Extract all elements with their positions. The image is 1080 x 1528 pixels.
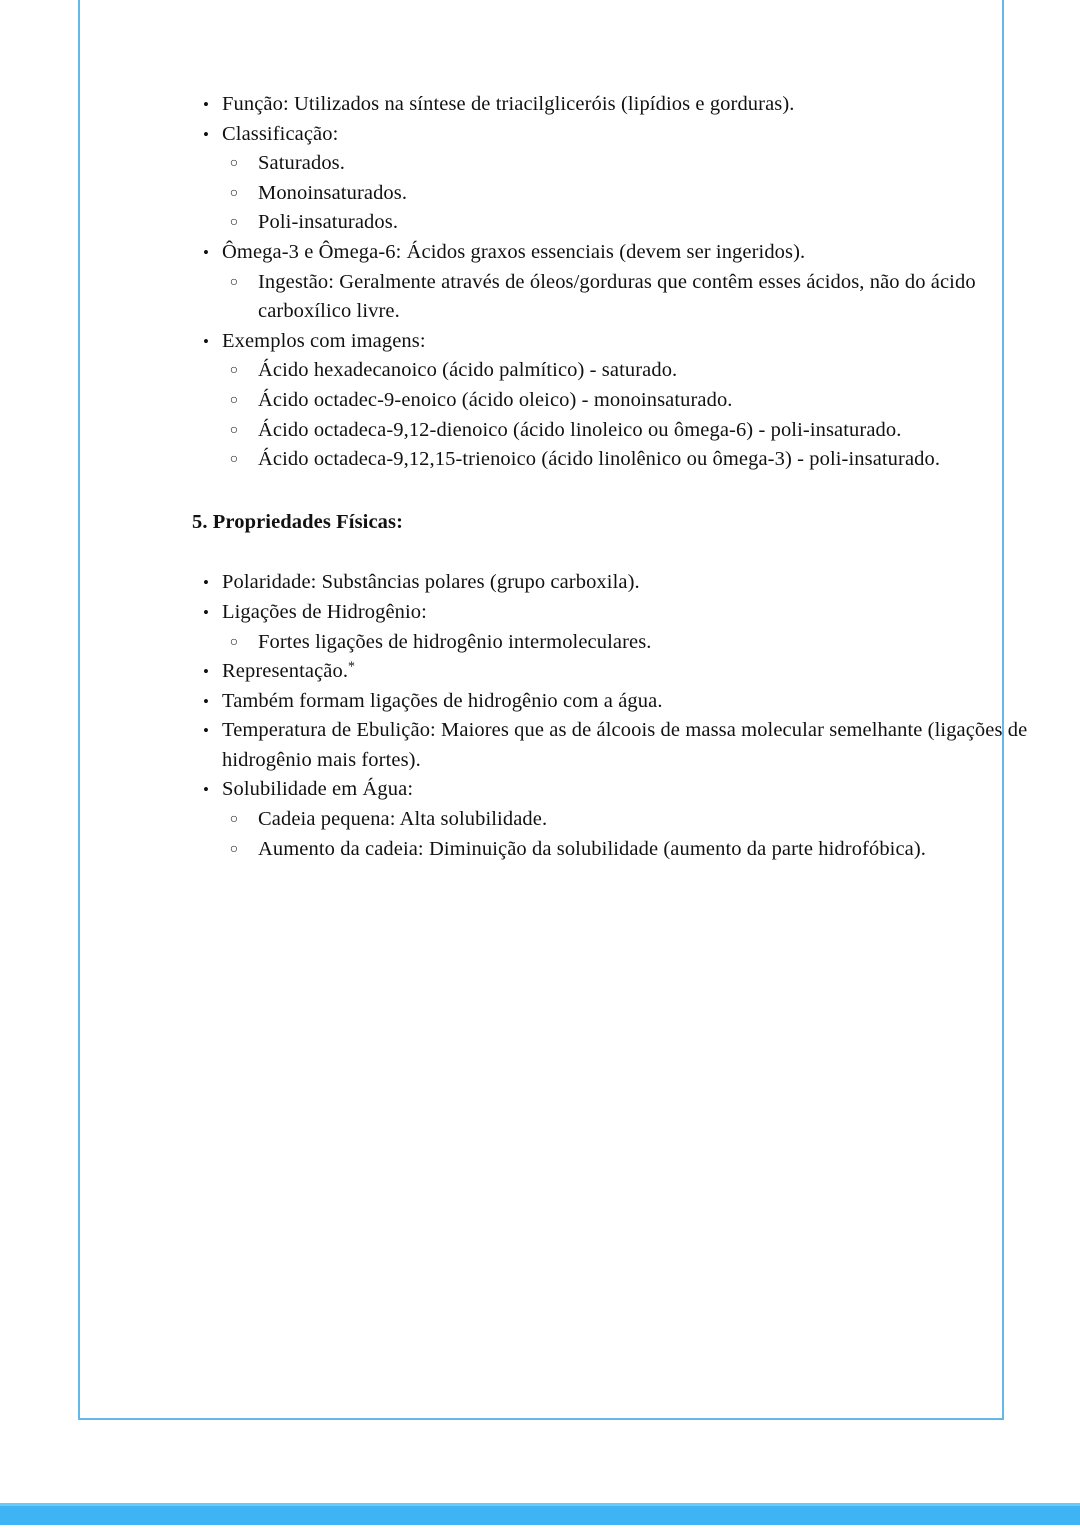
bullet-disc-icon: • <box>202 780 210 800</box>
bullet-disc-icon: • <box>202 95 210 114</box>
list-item <box>221 386 1052 416</box>
list-item-label: Temperatura de Ebulição: Maiores que as de álcoois de massa molecular semelhante (ligações de hidrogênio mais fortes). <box>222 719 1028 771</box>
list-item-label: Representação. <box>222 660 349 683</box>
list-item <box>192 120 1052 150</box>
nested-bullet-list <box>192 628 1052 658</box>
list-item-label: Fortes ligações de hidrogênio intermoleculares. <box>258 630 652 653</box>
list-item-label: Ácido octadeca-9,12,15-trienoico (ácido linolênico ou ômega-3) - poli-insaturado. <box>258 448 941 471</box>
bullet-circle-icon: ○ <box>229 185 239 201</box>
bullet-circle-icon: ○ <box>229 841 239 857</box>
list-item <box>221 268 1052 327</box>
list-item <box>192 716 1052 775</box>
list-item <box>221 208 1052 238</box>
list-item-label: Classificação: <box>222 122 339 145</box>
list-item-label: Ligações de Hidrogênio: <box>222 600 427 623</box>
list-item <box>221 356 1052 386</box>
list-item-label: Ácido hexadecanoico (ácido palmítico) - saturado. <box>258 359 678 382</box>
bullet-disc-icon: • <box>202 573 210 593</box>
nested-list-wrapper <box>192 356 1052 474</box>
list-item-label: Função: Utilizados na síntese de triacilgliceróis (lipídios e gorduras). <box>222 93 795 115</box>
list-item <box>221 445 1052 475</box>
bullet-circle-icon: ○ <box>229 634 239 650</box>
list-item <box>192 598 1052 628</box>
list-item-label: Solubilidade em Água: <box>222 778 414 801</box>
nested-list-wrapper <box>192 268 1052 327</box>
bullet-circle-icon: ○ <box>229 452 239 468</box>
list-item <box>221 805 1052 835</box>
footer-accent-highlight <box>0 1503 1080 1506</box>
list-item-label: Ácido octadeca-9,12-dienoico (ácido linoleico ou ômega-6) - poli-insaturado. <box>258 418 902 441</box>
list-item <box>192 327 1052 357</box>
list-item-label: Poli-insaturados. <box>258 211 399 234</box>
bullet-circle-icon: ○ <box>229 812 239 828</box>
bullet-disc-icon: • <box>202 602 210 622</box>
bullet-circle-icon: ○ <box>229 392 239 408</box>
list-item <box>192 238 1052 268</box>
nested-bullet-list <box>192 805 1052 864</box>
list-item <box>221 628 1052 658</box>
list-item <box>192 687 1052 717</box>
list-item <box>192 657 1052 687</box>
list-item <box>221 179 1052 209</box>
bullet-disc-icon: • <box>202 124 210 144</box>
bullet-circle-icon: ○ <box>229 274 239 290</box>
list-item-label: Ômega-3 e Ômega-6: Ácidos graxos essenciais (devem ser ingeridos). <box>222 240 806 263</box>
bullet-disc-icon: • <box>202 242 210 262</box>
list-item-label: Ingestão: Geralmente através de óleos/gorduras que contêm esses ácidos, não do ácido carboxílico livre. <box>258 270 976 323</box>
bullet-circle-icon: ○ <box>229 156 239 172</box>
list-item-label: Exemplos com imagens: <box>222 329 426 352</box>
list-item-label: Polaridade: Substâncias polares (grupo carboxila). <box>222 571 640 594</box>
list-item-label: Ácido octadec-9-enoico (ácido oleico) - monoinsaturado. <box>258 388 733 411</box>
nested-bullet-list <box>192 149 1052 238</box>
spacer-before-heading <box>192 475 1052 508</box>
bullet-circle-icon: ○ <box>229 363 239 379</box>
list-item-label: Cadeia pequena: Alta solubilidade. <box>258 808 548 831</box>
footer-accent-bar <box>0 1503 1080 1525</box>
bullet-disc-icon: • <box>202 691 210 711</box>
list-item <box>192 775 1052 805</box>
bullet-disc-icon: • <box>202 662 210 682</box>
nested-bullet-list <box>192 268 1052 327</box>
bullet-disc-icon: • <box>202 721 210 741</box>
bullet-disc-icon: • <box>202 331 210 351</box>
footnote-asterisk: * <box>348 659 356 675</box>
list-item <box>192 568 1052 598</box>
list-item-label: Aumento da cadeia: Diminuição da solubilidade (aumento da parte hidrofóbica). <box>258 837 927 860</box>
spacer-after-heading <box>192 537 1052 568</box>
list-item <box>221 149 1052 179</box>
document-page-frame <box>78 0 1028 1420</box>
list-item <box>221 416 1052 446</box>
list-item <box>192 90 1052 120</box>
list-item <box>221 835 1052 865</box>
bullet-list-fatty-acids <box>192 90 1052 475</box>
section-heading-propriedades-fisicas: 5. Propriedades Físicas: <box>192 510 403 533</box>
document-content <box>192 90 1052 864</box>
bullet-circle-icon: ○ <box>229 215 239 231</box>
nested-list-wrapper <box>192 805 1052 864</box>
list-item-label: Monoinsaturados. <box>258 181 408 204</box>
bullet-list-physical-properties <box>192 568 1052 864</box>
bullet-circle-icon: ○ <box>229 422 239 438</box>
nested-bullet-list <box>192 356 1052 474</box>
list-item-label: Saturados. <box>258 152 345 175</box>
list-item-label: Também formam ligações de hidrogênio com a água. <box>222 689 663 712</box>
nested-list-wrapper <box>192 628 1052 658</box>
nested-list-wrapper <box>192 149 1052 238</box>
